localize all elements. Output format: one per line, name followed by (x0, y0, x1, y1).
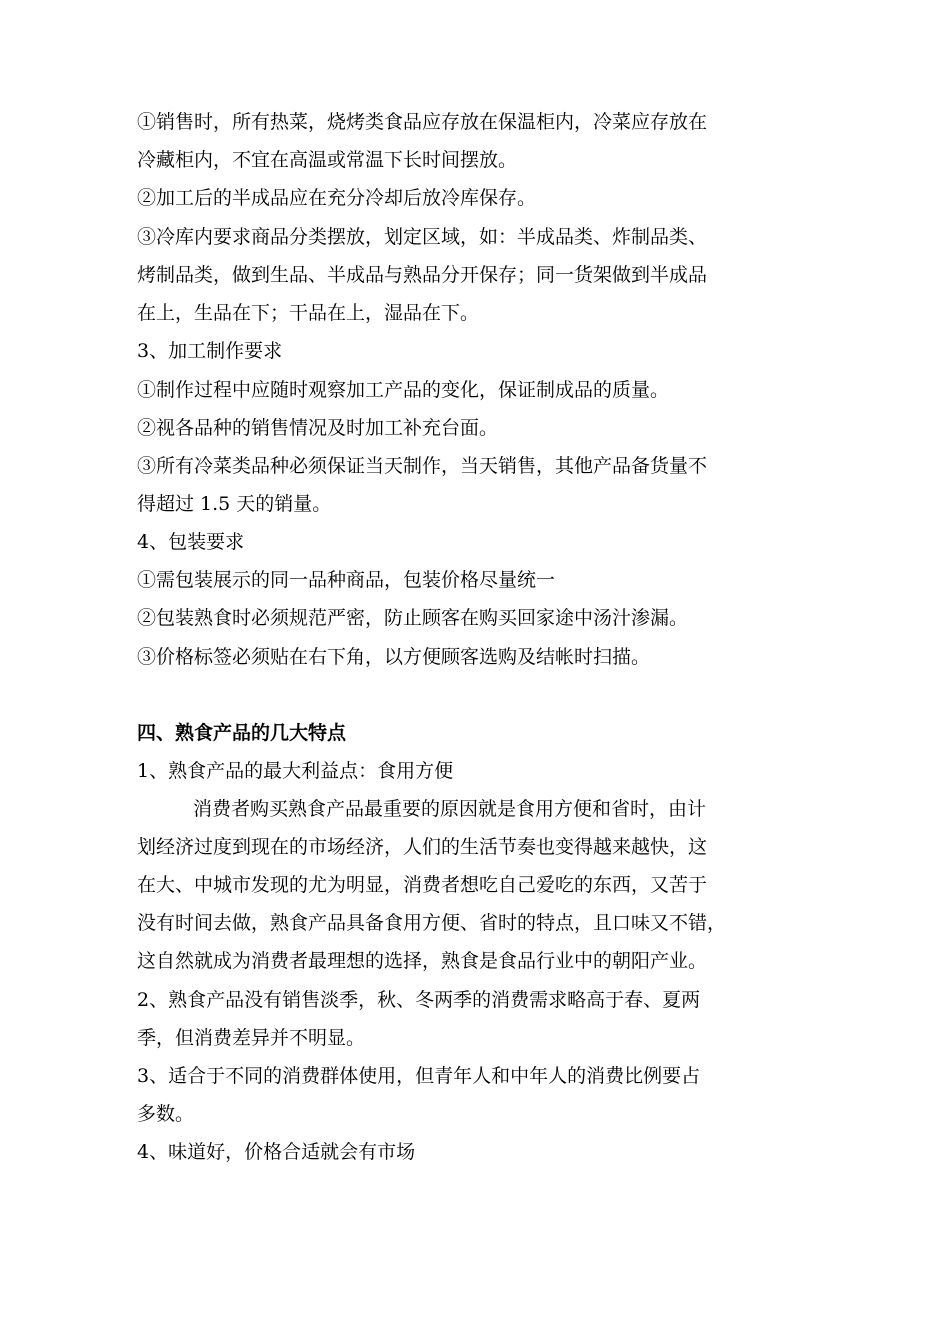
text-line: 划经济过度到现在的市场经济，人们的生活节奏也变得越来越快，这 (137, 836, 708, 858)
text-line: 得超过 1.5 天的销量。 (137, 493, 332, 515)
subheading-benefit: 1、熟食产品的最大利益点：食用方便 (137, 760, 454, 782)
text-line: 冷藏柜内，不宜在高温或常温下长时间摆放。 (137, 149, 518, 171)
text-line: 没有时间去做，熟食产品具备食用方便、省时的特点，且口味又不错， (137, 912, 727, 934)
section-heading: 四、熟食产品的几大特点 (137, 722, 347, 744)
text-line: ①需包装展示的同一品种商品，包装价格尽量统一 (137, 569, 556, 591)
subheading-packaging: 4、包装要求 (137, 531, 245, 553)
text-line: 在大、中城市发现的尤为明显，消费者想吃自己爱吃的东西，又苦于 (137, 874, 708, 896)
text-line: ①制作过程中应随时观察加工产品的变化，保证制成品的质量。 (137, 379, 670, 401)
paragraph-first-line: 消费者购买熟食产品最重要的原因就是食用方便和省时，由计 (193, 798, 707, 820)
text-line: 4、味道好，价格合适就会有市场 (137, 1141, 416, 1163)
text-line: 在上，生品在下；干品在上，湿品在下。 (137, 302, 480, 324)
text-line: ①销售时，所有热菜，烧烤类食品应存放在保温柜内，冷菜应存放在 (137, 111, 708, 133)
text-line: 3、适合于不同的消费群体使用，但青年人和中年人的消费比例要占 (137, 1065, 701, 1087)
subheading-processing: 3、加工制作要求 (137, 340, 283, 362)
text-line: ②包装熟食时必须规范严密，防止顾客在购买回家途中汤汁渗漏。 (137, 607, 689, 629)
text-line: 这自然就成为消费者最理想的选择，熟食是食品行业中的朝阳产业。 (137, 950, 708, 972)
text-line: ③所有冷菜类品种必须保证当天制作，当天销售，其他产品备货量不 (137, 455, 708, 477)
text-line: ②视各品种的销售情况及时加工补充台面。 (137, 417, 499, 439)
text-line: ③冷库内要求商品分类摆放，划定区域，如：半成品类、炸制品类、 (137, 226, 708, 248)
text-line: ②加工后的半成品应在充分冷却后放冷库保存。 (137, 187, 537, 209)
text-line: 2、熟食产品没有销售淡季，秋、冬两季的消费需求略高于春、夏两 (137, 989, 701, 1011)
text-line: 多数。 (137, 1103, 195, 1125)
text-line: 季，但消费差异并不明显。 (137, 1027, 366, 1049)
text-line: ③价格标签必须贴在右下角，以方便顾客选购及结帐时扫描。 (137, 646, 651, 668)
text-line: 烤制品类，做到生品、半成品与熟品分开保存；同一货架做到半成品 (137, 264, 708, 286)
